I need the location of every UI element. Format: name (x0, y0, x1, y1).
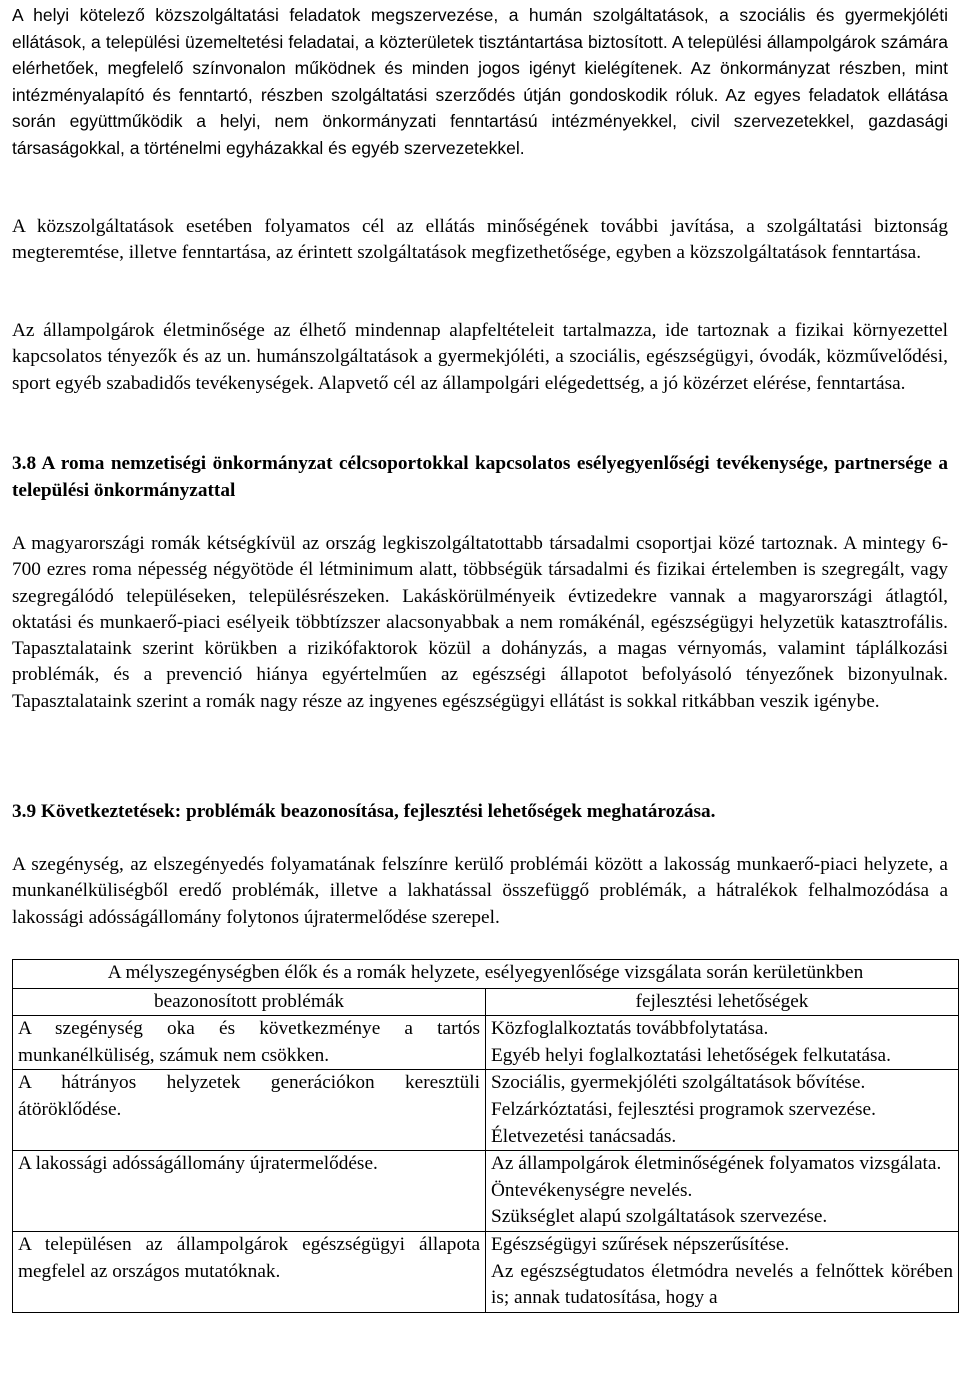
problem-cell: A szegénység oka és következménye a tartós munkanélküliség, számuk nem csökken. (13, 1016, 486, 1070)
section-3-9-body: A szegénység, az elszegényedés folyamatának felszínre kerülő problémái között a lakosság munkaerő-piaci helyzete, a munkanélküliségből eredő problémák, illetve a lakhatással összefüggő problémák, a hátralékok felhalmozódása a lakossági adósságállomány folytonos újratermelődése szerepel. (12, 854, 948, 928)
solution-item: Öntevékenységre nevelés. (491, 1179, 693, 1201)
public-services-paragraph: A közszolgáltatások esetében folyamatos cél az ellátás minőségének további javítása, a szolgáltatási biztonság megteremtése, illetve fenntartása, az érintett szolgáltatások megfizethetősége, egyben a közszolgáltatások fenntartása. (12, 216, 948, 264)
problem-cell: A településen az állampolgárok egészségügyi állapota megfelel az országos mutatóknak. (13, 1231, 486, 1312)
solution-item: Az egészségtudatos életmódra nevelés a felnőttek körében is; annak tudatosítása, hogy a (491, 1260, 953, 1309)
quality-of-life-paragraph: Az állampolgárok életminősége az élhető mindennap alapfeltételeit tartalmazza, ide tartoznak a fizikai környezettel kapcsolatos tényezők és az un. humánszolgáltatások a gyermekjóléti, a szociális, egészségügyi, óvodák, közművelődési, sport egyéb szabadidős tevékenységek. Alapvető cél az állampolgári elégedettség, a jó közérzet elérése, fenntartása. (12, 320, 948, 394)
solutions-cell (486, 1070, 959, 1151)
solutions-cell (486, 1016, 959, 1070)
problem-cell: A hátrányos helyzetek generációkon keresztüli átöröklődése. (13, 1070, 486, 1151)
solution-item: Egyéb helyi foglalkoztatási lehetőségek felkutatása. (491, 1044, 891, 1066)
solution-item: Közfoglalkoztatás továbbfolytatása. (491, 1018, 769, 1040)
solution-item: Felzárkóztatási, fejlesztési programok szervezése. (491, 1098, 876, 1120)
table-header-row (13, 988, 959, 1016)
table-row (13, 1016, 959, 1070)
solution-item: Életvezetési tanácsadás. (491, 1125, 677, 1147)
solution-item: Szociális, gyermekjóléti szolgáltatások bővítése. (491, 1072, 866, 1094)
intro-paragraph: A helyi kötelező közszolgáltatási feladatok megszervezése, a humán szolgáltatások, a szociális és gyermekjóléti ellátások, a települési üzemeltetési feladatai, a közterületek tisztántartása biztosított. A települési állampolgárok számára elérhetőek, megfelelő színvonalon működnek és minden jogos igényt kielégítenek. Az önkormányzat részben, mint intézményalapító és fenntartó, részben szolgáltatási szerződés útján gondoskodik róluk. Az egyes feladatok ellátása során együttműködik a helyi, nem önkormányzati fenntartású intézményekkel, civil szervezetekkel, gazdasági társaságokkal, a történelmi egyházakkal és egyéb szervezetekkel. (12, 5, 948, 158)
column-header-problems: beazonosított problémák (13, 988, 486, 1016)
section-3-8-heading: 3.8 A roma nemzetiségi önkormányzat célcsoportokkal kapcsolatos esélyegyenlőségi tevékenysége, partnersége a települési önkormányzattal (12, 453, 948, 501)
table-caption-row (13, 960, 959, 989)
solution-item: Egészségügyi szűrések népszerűsítése. (491, 1233, 790, 1255)
table-row (13, 1151, 959, 1232)
solution-item: Az állampolgárok életminőségének folyamatos vizsgálata. (491, 1153, 942, 1175)
section-3-9-heading: 3.9 Következtetések: problémák beazonosítása, fejlesztési lehetőségek meghatározása. (12, 801, 716, 822)
table-row (13, 1070, 959, 1151)
solutions-cell (486, 1231, 959, 1312)
solution-item: Szükséglet alapú szolgáltatások szervezése. (491, 1206, 828, 1228)
solutions-cell (486, 1151, 959, 1232)
problems-solutions-table (12, 959, 959, 1313)
section-3-8-body: A magyarországi romák kétségkívül az ország legkiszolgáltatottabb társadalmi csoportjai közé tartoznak. A mintegy 6-700 ezres roma népesség négyötöde él létminimum alatt, többségük társadalmi és fizikai értelemben is szegregált, vagy szegregálódó településeken, településrészeken. Lakáskörülményeik évtizedekre vannak a magyarországi átlagtól, oktatási és munkaerő-piaci esélyeik többtízszer alacsonyabbak a nem romákénál, egészségügyi helyzetük katasztrofális. Tapasztalataink szerint körükben a rizikófaktorok közül a dohányzás, a magas vérnyomás, valamint táplálkozási problémák, és a prevenció hiánya egyértelműen az egészségi állapotot befolyásoló tényezőnek bizonyulnak. Tapasztalataink szerint a romák nagy része az ingyenes egészségügyi ellátást is sokkal ritkábban veszik igénybe. (12, 533, 948, 712)
column-header-solutions: fejlesztési lehetőségek (486, 988, 959, 1016)
table-caption: A mélyszegénységben élők és a romák helyzete, esélyegyenlősége vizsgálata során kerületünkben (13, 960, 959, 989)
table-row (13, 1231, 959, 1312)
problem-cell: A lakossági adósságállomány újratermelődése. (13, 1151, 486, 1232)
